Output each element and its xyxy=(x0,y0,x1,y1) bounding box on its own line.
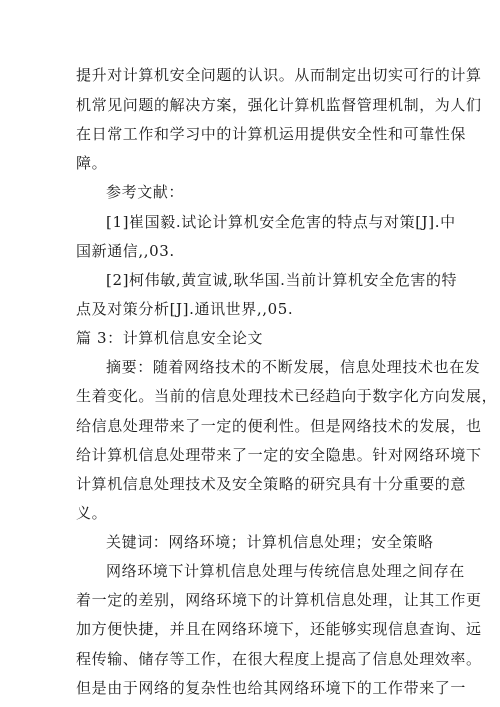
section-heading: 篇 3：计算机信息安全论文 xyxy=(76,329,264,347)
body-line: 程传输、储存等工作，在很大程度上提高了信息处理效率。 xyxy=(76,650,482,668)
abstract-line: 计算机信息处理技术及安全策略的研究具有十分重要的意 xyxy=(76,475,467,493)
abstract-line: 摘要：随着网络技术的不断发展，信息处理技术也在发 xyxy=(106,358,481,376)
reference-line: [2]柯伟敏,黄宣诚,耿华国.当前计算机安全危害的特 xyxy=(106,271,458,289)
body-line: 着一定的差别，网络环境下的计算机信息处理，让其工作更 xyxy=(76,591,482,609)
reference-line: 点及对策分析[J].通讯世界,,05. xyxy=(76,300,294,318)
abstract-line: 给计算机信息处理带来了一定的安全隐患。针对网络环境下 xyxy=(76,446,482,464)
paragraph-line: 在日常工作和学习中的计算机运用提供安全性和可靠性保 xyxy=(76,125,467,143)
body-line: 加方便快捷，并且在网络环境下，还能够实现信息查询、远 xyxy=(76,620,482,638)
reference-line: [1]崔国毅.试论计算机安全危害的特点与对策[J].中 xyxy=(106,213,456,231)
abstract-line: 义。 xyxy=(76,504,108,522)
paragraph-line: 障。 xyxy=(76,154,108,172)
reference-line: 国新通信,,03. xyxy=(76,242,175,260)
abstract-line: 给信息处理带来了一定的便利性。但是网络技术的发展，也 xyxy=(76,417,482,435)
body-line: 网络环境下计算机信息处理与传统信息处理之间存在 xyxy=(106,562,465,580)
abstract-line: 生着变化。当前的信息处理技术已经趋向于数字化方向发展， xyxy=(76,387,498,405)
paragraph-line: 机常见问题的解决方案，强化计算机监督管理机制，为人们 xyxy=(76,96,482,114)
keywords-line: 关键词：网络环境；计算机信息处理；安全策略 xyxy=(106,533,434,551)
references-heading: 参考文献： xyxy=(106,183,185,201)
paragraph-line: 提升对计算机安全问题的认识。从而制定出切实可行的计算 xyxy=(76,66,482,84)
body-line: 但是由于网络的复杂性也给其网络环境下的工作带来了一 xyxy=(76,679,467,697)
